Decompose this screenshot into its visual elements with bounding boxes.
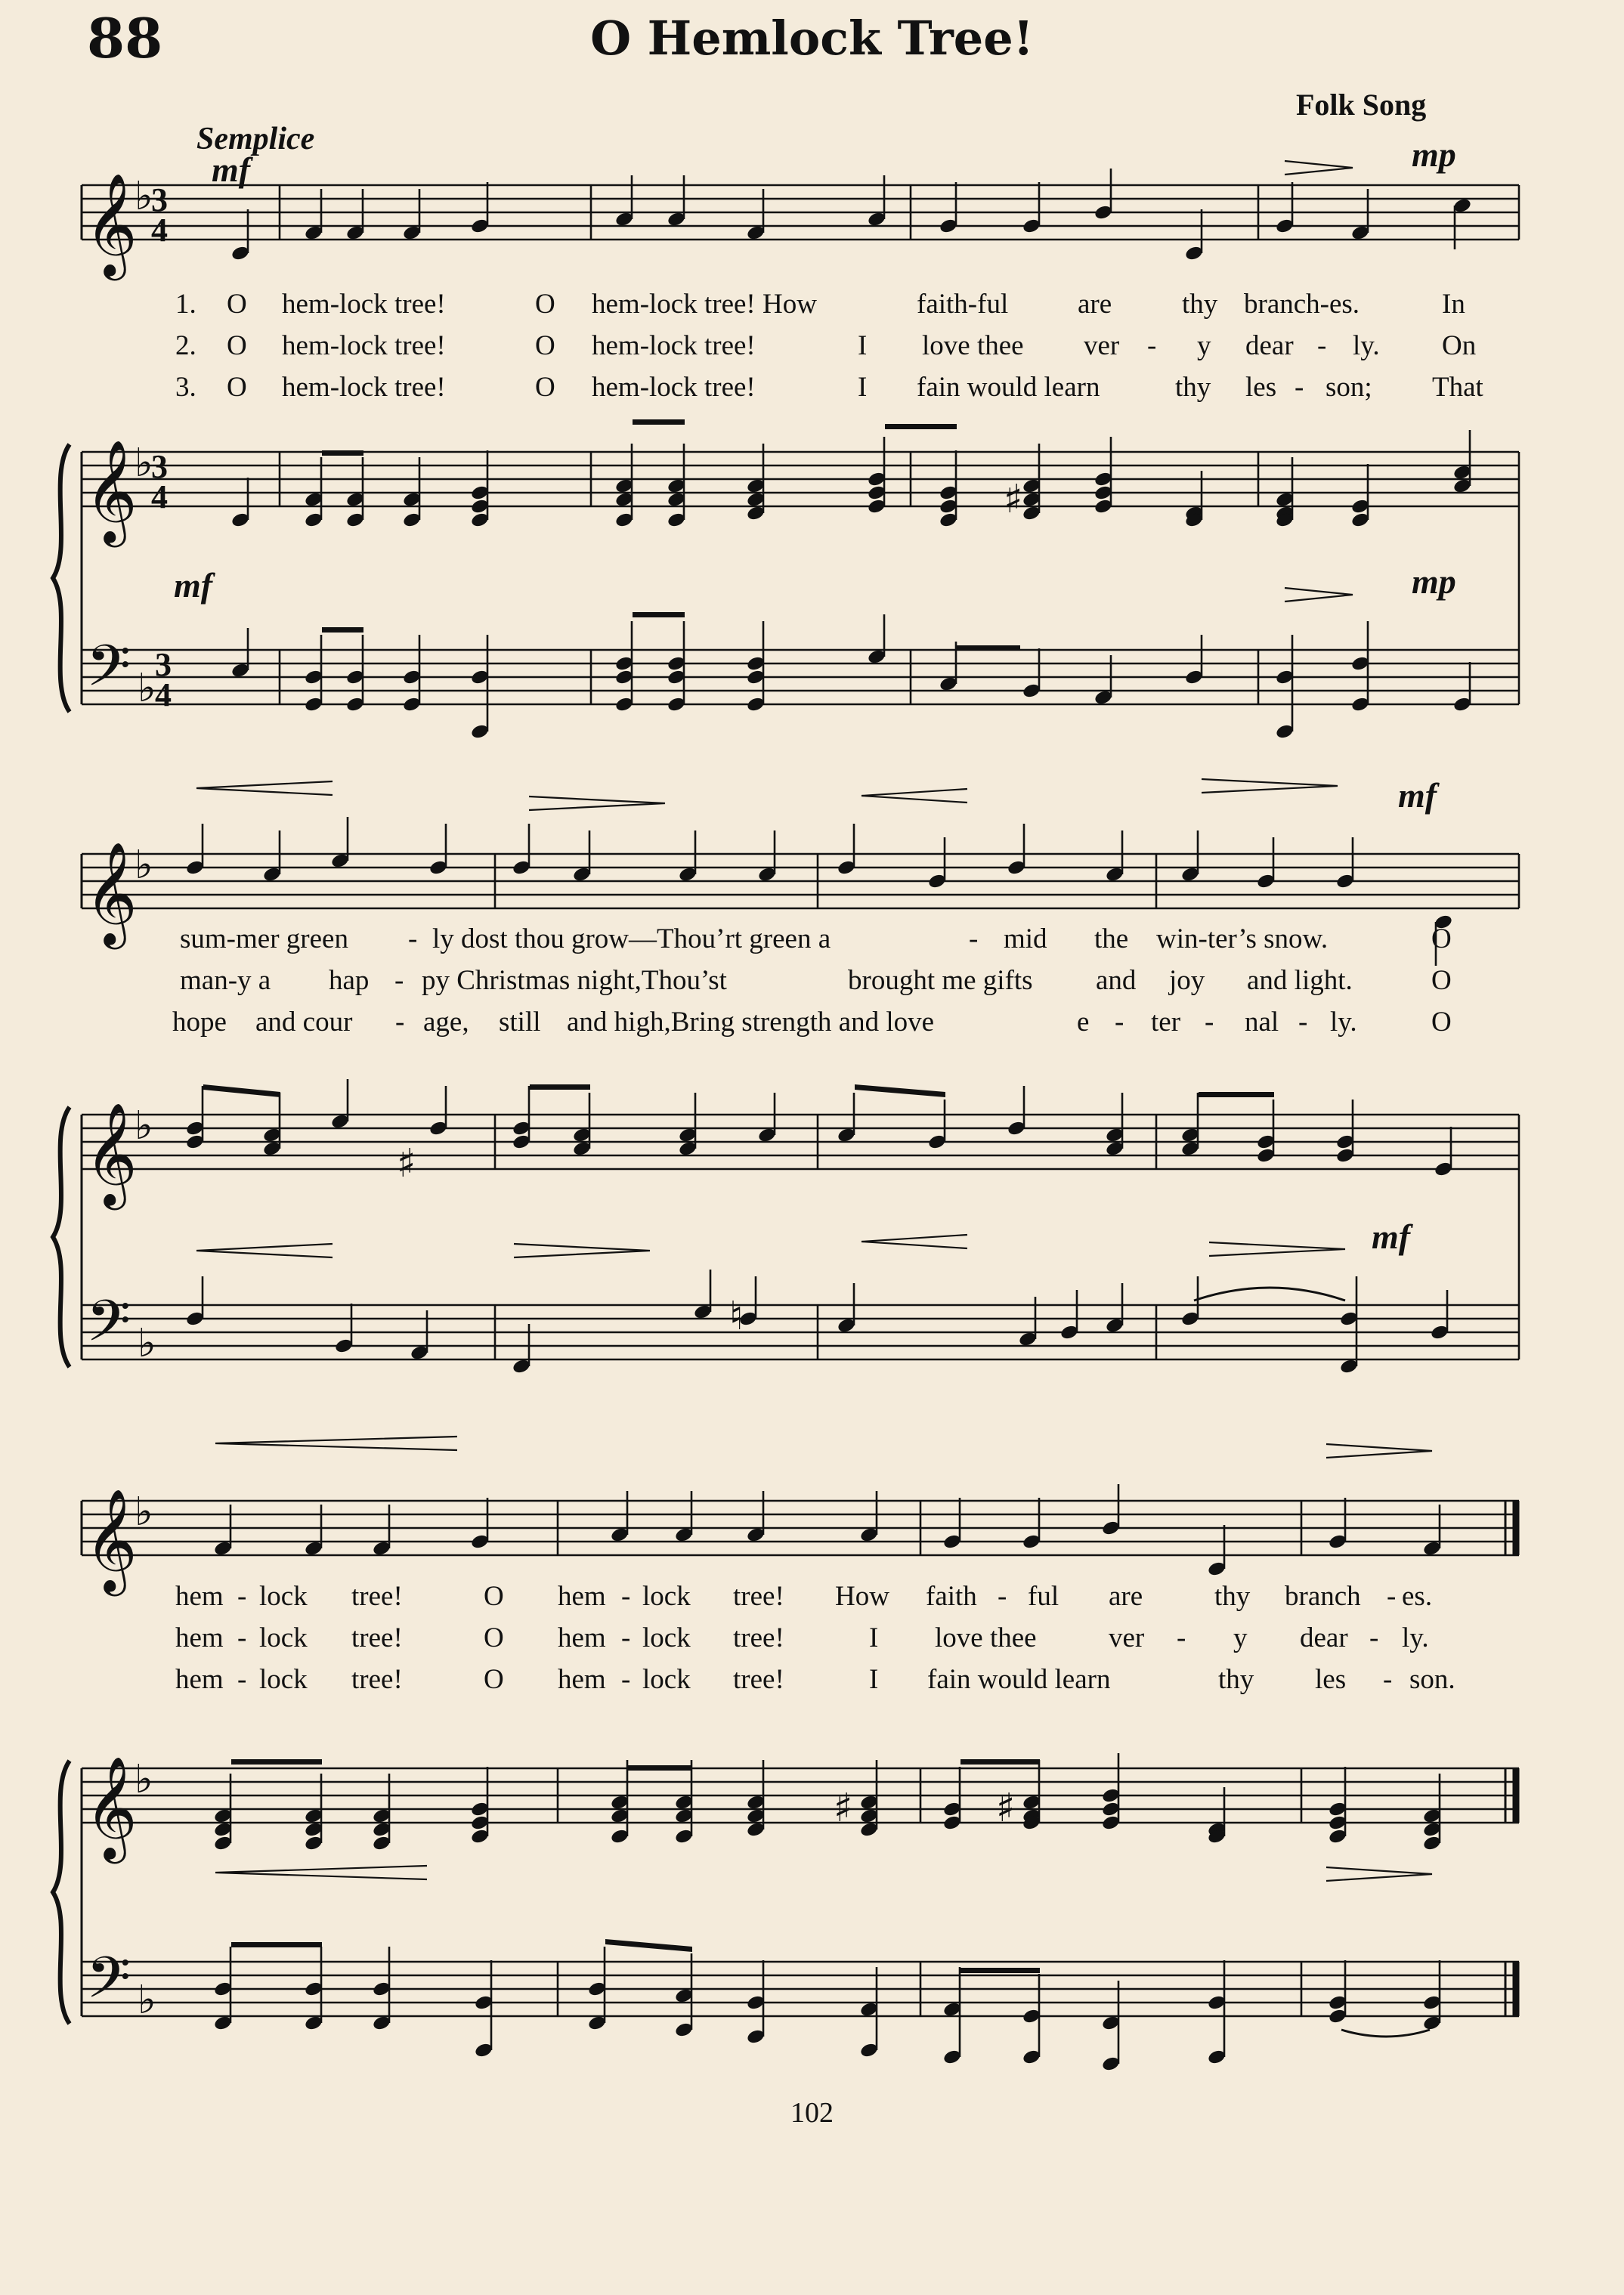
song-credit: Folk Song <box>1296 88 1427 122</box>
lyric-syllable: O <box>484 1581 504 1612</box>
lyric-syllable: ly. <box>1402 1622 1429 1653</box>
chord <box>1350 464 1370 528</box>
lyric-syllable: branch <box>1285 1581 1361 1612</box>
beam <box>605 1939 692 1952</box>
lyric-syllable: tree! <box>733 1581 784 1612</box>
voice-staff-2 <box>82 854 1519 908</box>
lyric-syllable: - <box>1383 1664 1393 1695</box>
piano-bass-staff-2 <box>82 1305 1519 1359</box>
beam <box>960 1968 1040 1973</box>
lyric-syllable: - <box>1317 330 1327 361</box>
chord <box>185 1276 205 1327</box>
chord <box>859 1967 879 2058</box>
chord <box>1022 1974 1041 2065</box>
chord <box>837 1283 856 1334</box>
lyric-syllable: - <box>237 1581 247 1612</box>
treble-clef-icon: 𝄞 <box>85 1755 138 1859</box>
beam <box>885 424 957 429</box>
lyric-syllable: lock <box>642 1622 691 1653</box>
lyric-syllable: I <box>869 1664 879 1695</box>
crescendo-hairpin <box>196 781 333 795</box>
lyric-syllable: hem <box>558 1581 606 1612</box>
lyric-syllable: love thee <box>922 330 1024 361</box>
lyric-syllable: - <box>237 1622 247 1653</box>
chord <box>372 1947 391 2031</box>
decrescendo-hairpin <box>529 796 665 810</box>
lyric-syllable: - <box>621 1664 631 1695</box>
lyric-syllable: ful <box>1028 1581 1059 1612</box>
beam <box>1199 1092 1274 1097</box>
lyric-syllable: age, <box>423 1007 469 1038</box>
time-signature-top: 3 <box>155 646 172 683</box>
sharp-icon: ♯ <box>1004 477 1023 522</box>
lyric-syllable: - <box>395 1007 405 1038</box>
brace-icon <box>53 1761 70 2024</box>
chord <box>572 1093 592 1157</box>
lyric-syllable: and <box>1096 965 1137 996</box>
lyric-syllable: ter <box>1151 1007 1181 1038</box>
lyric-syllable: hem-lock tree! <box>282 289 446 320</box>
lyric-syllable: - <box>998 1581 1007 1612</box>
lyric-syllable: 1. <box>175 289 196 320</box>
lyric-syllable: O <box>227 289 247 320</box>
sharp-icon: ♯ <box>397 1141 416 1186</box>
chord <box>1059 1290 1079 1341</box>
chord <box>262 1093 282 1157</box>
lyric-syllable: hem <box>175 1622 224 1653</box>
lyric-syllable: thy <box>1182 289 1218 320</box>
lyric-syllable: O <box>1431 923 1452 954</box>
lyric-syllable: - <box>621 1622 631 1653</box>
chord <box>746 1960 766 2045</box>
chord <box>428 1086 448 1137</box>
voice-staff-1 <box>82 185 1519 240</box>
lyric-syllable: On <box>1442 330 1477 361</box>
lyric-syllable: lock <box>642 1664 691 1695</box>
piano-bass-staff-3 <box>82 1962 1519 2016</box>
chord <box>746 621 766 713</box>
song-number: 88 <box>87 6 163 70</box>
sharp-icon: ♯ <box>996 1786 1016 1831</box>
bass-clef-icon: 𝄢 <box>86 1288 131 1369</box>
chord <box>304 1947 323 2031</box>
lyric-syllable: O <box>535 330 555 361</box>
lyric-syllable: and cour <box>255 1007 353 1038</box>
chord <box>942 1767 962 1831</box>
lyric-syllable: and light. <box>1247 965 1353 996</box>
lyric-syllable: 2. <box>175 330 196 361</box>
lyric-syllable: hem <box>175 1581 224 1612</box>
lyric-syllable: - <box>1205 1007 1214 1038</box>
lyric-syllable: - <box>1369 1622 1379 1653</box>
chord <box>1105 1093 1124 1157</box>
chord <box>1184 635 1204 685</box>
lyric-syllable: les <box>1245 372 1277 403</box>
piano-treble-staff-1 <box>82 452 1519 506</box>
lyric-syllable: hem <box>558 1622 606 1653</box>
lyric-syllable: win-ter’s snow. <box>1156 923 1329 954</box>
chord <box>587 1947 607 2031</box>
page-number: 102 <box>790 2097 834 2129</box>
chord <box>230 628 250 679</box>
lyric-syllable: brought me gifts <box>848 965 1033 996</box>
lyric-syllable: nal <box>1245 1007 1279 1038</box>
dynamic-mf: mf <box>1372 1217 1411 1256</box>
beam <box>633 419 685 425</box>
natural-icon: ♮ <box>729 1294 744 1339</box>
lyric-syllable: tree! <box>351 1581 403 1612</box>
treble-clef-icon: 𝄞 <box>85 1101 138 1205</box>
beam <box>628 1765 692 1771</box>
treble-clef-icon: 𝄞 <box>85 172 138 276</box>
crescendo-hairpin <box>861 1235 967 1248</box>
chord <box>1335 1100 1355 1164</box>
chord <box>185 1086 205 1150</box>
lyric-syllable: are <box>1078 289 1112 320</box>
brace-icon <box>53 444 70 712</box>
crescendo-hairpin <box>215 1437 457 1450</box>
dynamic-mp: mp <box>1412 562 1456 601</box>
lyric-syllable: How <box>835 1581 889 1612</box>
lyric-syllable: hem-lock tree! <box>282 330 446 361</box>
chord <box>614 444 634 528</box>
flat-icon: ♭ <box>135 1757 153 1802</box>
chord <box>693 1270 713 1320</box>
beam <box>530 1084 590 1090</box>
lyric-syllable: les <box>1315 1664 1347 1695</box>
chord <box>402 635 422 713</box>
lyric-syllable: ver <box>1109 1622 1145 1653</box>
lyric-syllable: ly dost thou grow—Thou’rt green a <box>432 923 831 954</box>
chord <box>470 450 490 528</box>
piano-bass-staff-1 <box>82 650 1519 704</box>
flat-icon: ♭ <box>138 1321 156 1366</box>
lyric-syllable: - <box>237 1664 247 1695</box>
flat-icon: ♭ <box>138 1978 156 2023</box>
brace-icon <box>53 1107 70 1367</box>
chord <box>1022 444 1041 521</box>
lyric-syllable: - <box>1115 1007 1124 1038</box>
chord <box>939 450 958 528</box>
flat-icon: ♭ <box>135 174 153 219</box>
decrescendo-hairpin <box>1285 588 1353 602</box>
decrescendo-hairpin <box>514 1244 650 1257</box>
chord <box>213 1947 233 2031</box>
treble-clef-icon: 𝄞 <box>85 840 138 945</box>
chord <box>1350 621 1370 713</box>
lyric-syllable: still <box>499 1007 541 1038</box>
lyric-syllable: That <box>1432 372 1483 403</box>
flat-icon: ♭ <box>135 1103 153 1149</box>
chord <box>1452 662 1472 713</box>
lyric-syllable: hap <box>329 965 370 996</box>
lyric-syllable: ly. <box>1330 1007 1357 1038</box>
lyric-syllable: ver <box>1084 330 1120 361</box>
lyric-syllable: tree! <box>733 1622 784 1653</box>
beam <box>855 1084 945 1097</box>
lyric-syllable: lock <box>642 1581 691 1612</box>
lyric-syllable: lock <box>259 1581 308 1612</box>
chord <box>837 1093 856 1143</box>
chord <box>1434 1127 1453 1177</box>
beam <box>231 1942 322 1947</box>
chord <box>1093 437 1113 515</box>
chord <box>470 1767 490 1845</box>
chord <box>614 621 634 713</box>
crescendo-hairpin <box>196 1244 333 1257</box>
chord <box>927 1100 947 1150</box>
time-signature-top: 3 <box>151 181 168 218</box>
lyric-syllable: man-y a <box>180 965 271 996</box>
decrescendo-hairpin <box>1285 161 1353 175</box>
beam <box>633 612 685 617</box>
tie <box>1194 1288 1345 1301</box>
lyric-syllable: hope <box>172 1007 227 1038</box>
beam <box>960 1759 1040 1765</box>
lyric-syllable: sum-mer green <box>180 923 348 954</box>
decrescendo-hairpin <box>1326 1444 1432 1458</box>
lyric-syllable: are <box>1109 1581 1143 1612</box>
chord <box>674 1760 694 1845</box>
lyric-syllable: y <box>1233 1622 1248 1653</box>
treble-clef-icon: 𝄞 <box>85 438 138 543</box>
chord <box>746 444 766 521</box>
lyric-syllable: and high,Bring strength and love <box>567 1007 935 1038</box>
lyric-syllable: lock <box>259 1664 308 1695</box>
lyric-syllable: thy <box>1214 1581 1251 1612</box>
chord <box>1430 1290 1449 1341</box>
lyric-syllable: 3. <box>175 372 196 403</box>
beam <box>322 627 363 633</box>
chord <box>1328 1767 1347 1845</box>
decrescendo-hairpin <box>1209 1242 1345 1256</box>
lyric-syllable: hem-lock tree! <box>592 330 756 361</box>
lyric-syllable: hem-lock tree! <box>282 372 446 403</box>
lyric-syllable: O <box>1431 965 1452 996</box>
treble-clef-icon: 𝄞 <box>85 1487 138 1591</box>
lyric-syllable: - <box>1295 372 1304 403</box>
lyric-syllable: es. <box>1402 1581 1433 1612</box>
dynamic-mp: mp <box>1412 135 1456 174</box>
chord <box>1452 430 1472 494</box>
flat-icon: ♭ <box>138 666 156 711</box>
lyric-syllable: - <box>408 923 418 954</box>
piano-treble-staff-2 <box>82 1115 1519 1169</box>
lyric-syllable: faith <box>926 1581 977 1612</box>
chord <box>1256 1100 1276 1164</box>
chord <box>213 1774 233 1851</box>
lyric-syllable: - <box>1147 330 1157 361</box>
chord <box>304 635 323 713</box>
chord <box>667 444 686 528</box>
lyric-syllable: I <box>858 330 868 361</box>
lyric-syllable: In <box>1442 289 1465 320</box>
lyric-syllable: fain would learn <box>927 1664 1111 1695</box>
lyric-syllable: - <box>1387 1581 1397 1612</box>
voice-staff-3 <box>82 1501 1519 1555</box>
chord <box>867 614 886 665</box>
chord <box>334 1304 354 1354</box>
lyric-syllable: - <box>1298 1007 1308 1038</box>
lyric-syllable: son. <box>1409 1664 1455 1695</box>
chord <box>512 1086 531 1150</box>
chord <box>1007 1086 1026 1137</box>
lyric-syllable: e <box>1077 1007 1090 1038</box>
piano-treble-staff-3 <box>82 1768 1519 1823</box>
lyric-syllable: hem-lock tree! <box>592 372 756 403</box>
chord <box>1328 1960 1347 2024</box>
lyric-syllable: - <box>621 1581 631 1612</box>
chord <box>330 1079 350 1130</box>
sharp-icon: ♯ <box>834 1786 853 1831</box>
lyric-syllable: thy <box>1175 372 1211 403</box>
chord <box>1105 1283 1124 1334</box>
flat-icon: ♭ <box>135 843 153 888</box>
lyric-syllable: tree! <box>351 1664 403 1695</box>
lyric-syllable: O <box>535 289 555 320</box>
chord <box>859 1760 879 1838</box>
chord <box>345 635 365 713</box>
lyric-syllable: joy <box>1169 965 1205 996</box>
lyric-syllable: I <box>869 1622 879 1653</box>
lyric-syllable: hem-lock tree! How <box>592 289 817 320</box>
chord <box>678 1093 698 1157</box>
lyric-syllable: son; <box>1325 372 1372 403</box>
chord <box>757 1093 777 1143</box>
chord <box>674 1953 694 2038</box>
beam <box>956 645 1020 651</box>
lyric-syllable: py Christmas night,Thou’st <box>422 965 727 996</box>
lyric-syllable: hem <box>175 1664 224 1695</box>
crescendo-hairpin <box>215 1866 427 1879</box>
lyric-syllable: tree! <box>351 1622 403 1653</box>
time-signature-bottom: 4 <box>155 676 172 713</box>
crescendo-hairpin <box>861 789 967 803</box>
lyric-syllable: O <box>227 330 247 361</box>
lyric-syllable: branch-es. <box>1244 289 1360 320</box>
time-signature-bottom: 4 <box>151 212 168 249</box>
lyric-syllable: O <box>227 372 247 403</box>
lyric-syllable: mid <box>1004 923 1047 954</box>
chord <box>230 478 250 528</box>
beam <box>203 1084 280 1097</box>
lyric-syllable: faith-ful <box>917 289 1009 320</box>
chord <box>304 1774 323 1851</box>
tempo-marking: Semplice <box>196 122 315 156</box>
chord <box>667 621 686 713</box>
chord <box>1022 648 1041 699</box>
chord <box>610 1760 629 1845</box>
decrescendo-hairpin <box>1202 779 1338 793</box>
chord <box>867 437 886 515</box>
lyric-syllable: - <box>1177 1622 1186 1653</box>
lyric-syllable: O <box>535 372 555 403</box>
time-signature-top: 3 <box>151 448 168 485</box>
dynamic-mf: mf <box>212 150 251 189</box>
lyric-syllable: thy <box>1218 1664 1254 1695</box>
chord <box>1180 1093 1200 1157</box>
lyric-syllable: - <box>969 923 979 954</box>
dynamic-mf: mf <box>1398 776 1437 815</box>
chord <box>372 1774 391 1851</box>
tie <box>1341 2030 1430 2037</box>
lyric-syllable: ly. <box>1353 330 1380 361</box>
lyric-syllable: I <box>858 372 868 403</box>
chord <box>1101 1981 1121 2072</box>
chord <box>1101 1753 1121 1831</box>
lyric-syllable: hem <box>558 1664 606 1695</box>
flat-icon: ♭ <box>135 1489 153 1535</box>
lyric-syllable: love thee <box>935 1622 1037 1653</box>
lyric-syllable: y <box>1197 330 1211 361</box>
lyric-syllable: tree! <box>733 1664 784 1695</box>
dynamic-mf: mf <box>174 566 213 605</box>
lyric-syllable: O <box>1431 1007 1452 1038</box>
chord <box>1422 1960 1442 2031</box>
chord <box>1422 1774 1442 1851</box>
chord <box>746 1760 766 1838</box>
flat-icon: ♭ <box>135 441 153 486</box>
song-title: O Hemlock Tree! <box>590 11 1034 66</box>
lyric-syllable: lock <box>259 1622 308 1653</box>
lyric-syllable: dear <box>1245 330 1294 361</box>
beam <box>322 450 363 456</box>
bass-clef-icon: 𝄢 <box>86 633 131 713</box>
lyric-syllable: fain would learn <box>917 372 1100 403</box>
lyric-syllable: O <box>484 1622 504 1653</box>
lyric-syllable: dear <box>1300 1622 1348 1653</box>
bass-clef-icon: 𝄢 <box>86 1944 131 2025</box>
decrescendo-hairpin <box>1326 1867 1432 1881</box>
lyric-syllable: the <box>1094 923 1129 954</box>
lyric-syllable: - <box>394 965 404 996</box>
time-signature-bottom: 4 <box>151 478 168 515</box>
lyric-syllable: O <box>484 1664 504 1695</box>
beam <box>231 1759 322 1765</box>
chord <box>1180 1276 1200 1327</box>
